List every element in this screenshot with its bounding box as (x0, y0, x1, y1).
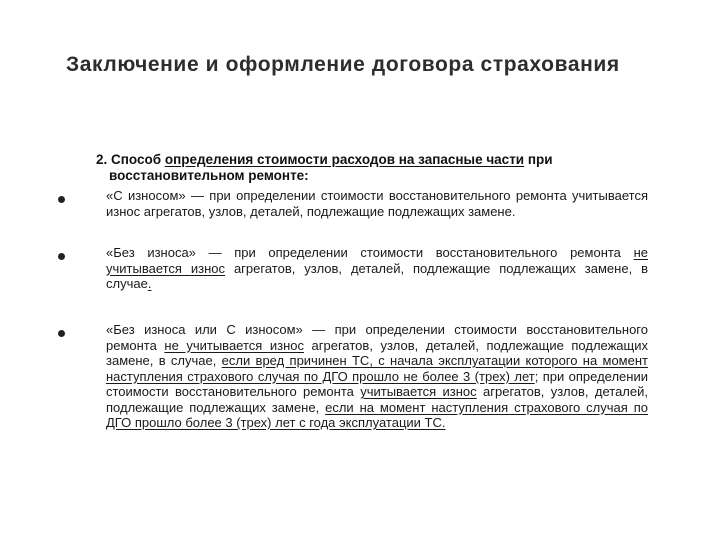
bullet-text-underlined: если вред причинен ТС, с начала эксплуатации которого на момент наступления страхового случая по ДГО прошло не более 3 (трех) лет (106, 353, 648, 384)
bullet-text (106, 322, 648, 431)
bullet-text-part: ; при определении стоимости восстановительного ремонта (106, 368, 648, 399)
bullet-text (106, 245, 648, 292)
bullet-text-part: «Без износа или С износом» — при определении стоимости восстановительного ремонта (106, 322, 648, 353)
heading-text: при (524, 152, 553, 167)
bullet-text-underlined: . (147, 276, 152, 291)
bullet-text-part: «Без износа» — при определении стоимости восстановительного ремонта (106, 245, 634, 260)
heading-line2: восстановительном ремонте: (109, 168, 309, 183)
bullet-text-underlined: не учитывается износ (106, 245, 648, 276)
bullet-text (106, 188, 648, 219)
bullet-text-underlined: учитывается износ (360, 384, 477, 399)
heading-number: 2. Способ (96, 152, 165, 167)
bullet-text-part: агрегатов, узлов, деталей, подлежащие подлежащих замене, (106, 384, 648, 415)
section-heading (96, 152, 656, 184)
bullet-dot-icon (58, 253, 65, 260)
bullet-text-part: агрегатов, узлов, деталей, подлежащие подлежащих замене, в случае, (106, 337, 648, 368)
bullet-text-part: «С износом» — при определении стоимости восстановительного ремонта учитывается износ агрегатов, узлов, деталей, подлежащие подлежащих замене. (106, 188, 648, 219)
bullet-text-underlined: не учитывается износ (164, 337, 304, 353)
bullet-text-part: агрегатов, узлов, деталей, подлежащие подлежащих замене, в случае (106, 260, 648, 291)
bullet-dot-icon (58, 196, 65, 203)
bullet-text-underlined: если на момент наступления страхового случая по ДГО прошло более 3 (трех) лет с года эксплуатации ТС. (106, 399, 648, 430)
slide-title: Заключение и оформление договора страхования (66, 53, 620, 76)
heading-underlined: определения стоимости расходов на запасные части (164, 152, 525, 167)
bullet-dot-icon (58, 330, 65, 337)
